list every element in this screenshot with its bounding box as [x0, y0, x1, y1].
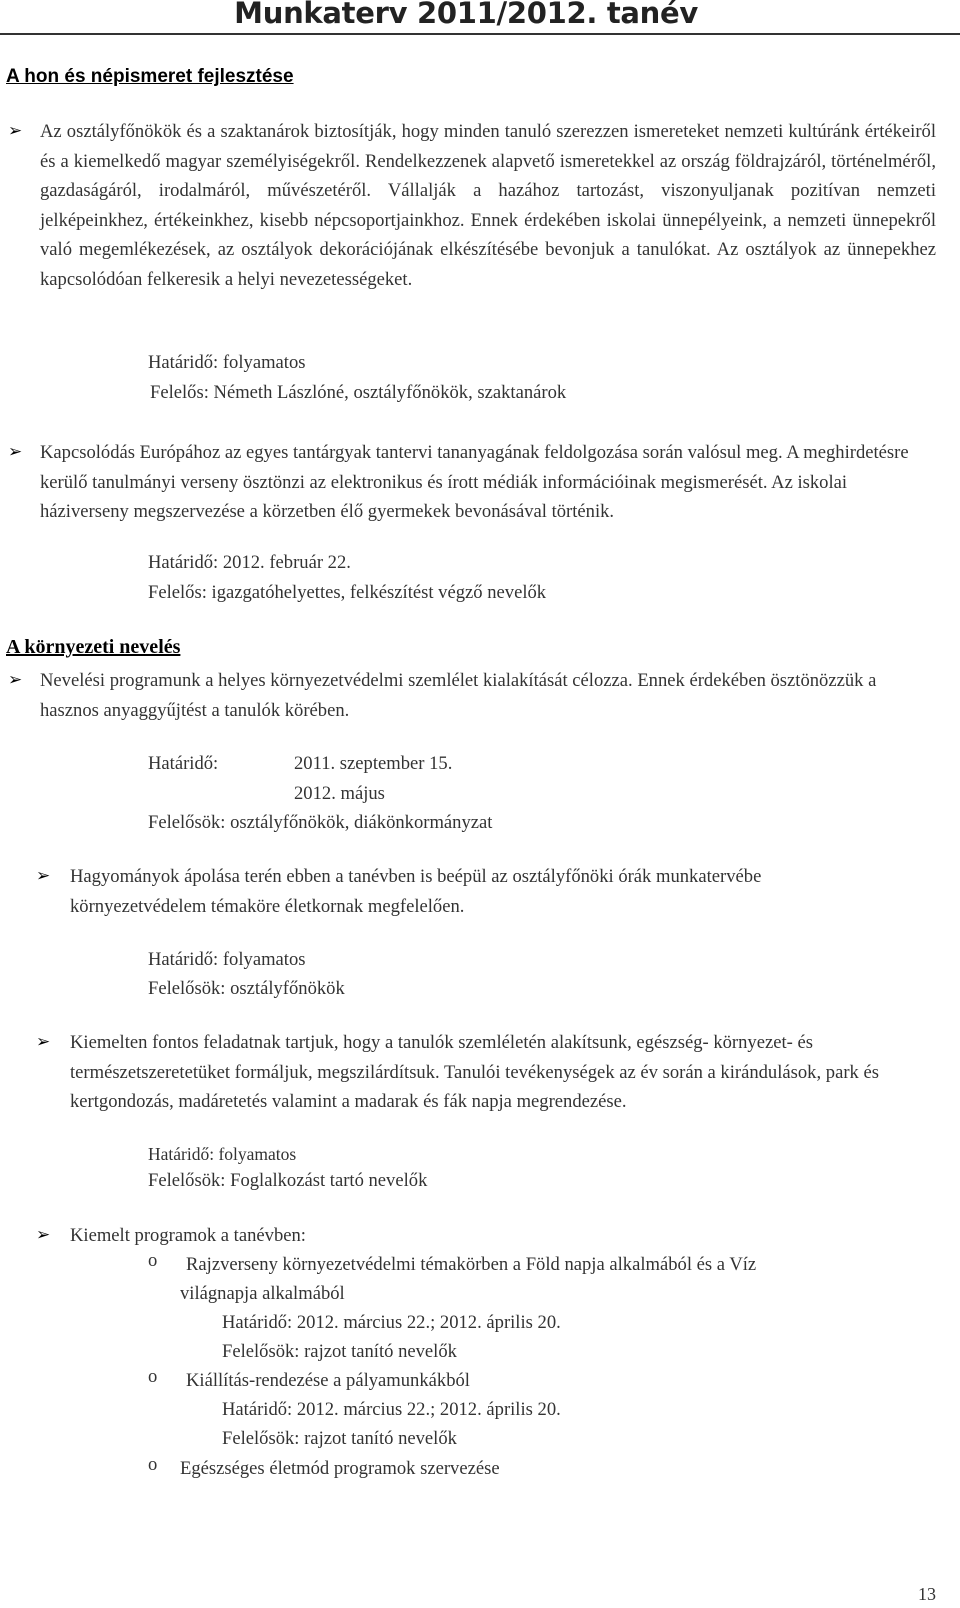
- sub3-line1: Egészséges életmód programok szervezése: [180, 1458, 500, 1479]
- arrow-bullet-icon: ➢: [36, 1225, 51, 1244]
- sub-bullet-icon: o: [148, 1366, 158, 1387]
- arrow-bullet-icon: ➢: [8, 442, 23, 461]
- sub1-responsible: Felelősök: rajzot tanító nevelők: [222, 1341, 457, 1362]
- section1-item2-text: Kapcsolódás Európához az egyes tantárgyak tantervi tananyagának feldolgozása során valósul meg. A meghirdetésre kerülő tanulmányi verseny ösztönzi az elektronikus és írott médiák információinak megismerését. Az iskolai háziverseny megszervezése a körzetben élő gyermekek bevonásával történik.: [40, 442, 909, 522]
- page-header-title: Munkaterv 2011/2012. tanév: [234, 0, 698, 30]
- arrow-bullet-icon: ➢: [36, 1032, 51, 1051]
- sub2-deadline: Határidő: 2012. március 22.; 2012. április 20.: [222, 1399, 561, 1420]
- section2-item2-text: Hagyományok ápolása terén ebben a tanévben is beépül az osztályfőnöki órák munkatervébe környezetvédelem témaköre életkornak megfelelően.: [70, 866, 762, 917]
- sub-bullet-icon: o: [148, 1454, 158, 1475]
- arrow-bullet-icon: ➢: [8, 121, 23, 140]
- section2-item3-text: Kiemelten fontos feladatnak tartjuk, hogy a tanulók szemléletén alakítsunk, egészség- környezet- és természetszeretetüket formáljuk, megszilárdítsuk. Tanulói tevékenységek az év során a kirándulások, park és kertgondozás, madáretetés valamint a madarak és fák napja megrendezése.: [70, 1032, 879, 1112]
- section2-item1-deadline-label: Határidő:: [148, 753, 219, 774]
- section-title-kornyezeti-neveles: A környezeti nevelés: [6, 636, 181, 658]
- section2-item4-text: Kiemelt programok a tanévben:: [70, 1225, 306, 1246]
- section2-item3-deadline: Határidő: folyamatos: [148, 1144, 297, 1164]
- section1-item2-responsible: Felelős: igazgatóhelyettes, felkészítést végző nevelők: [148, 582, 547, 603]
- arrow-bullet-icon: ➢: [36, 866, 51, 885]
- section2-item1-deadline-value1: 2011. szeptember 15.: [294, 753, 453, 774]
- section2-item2-deadline: Határidő: folyamatos: [148, 949, 306, 970]
- header-rule: [0, 33, 960, 35]
- arrow-bullet-icon: ➢: [8, 670, 23, 689]
- section1-item1-text: Az osztályfőnökök és a szaktanárok biztosítják, hogy minden tanuló szerezzen ismereteket nemzeti kultúránk értékeiről és a kiemelkedő magyar személyiségekről. Rendelkezzenek alapvető ismeretekkel az ország földrajzáról, történelméről, gazdaságáról, irodalmáról, művészetéről. Vállalják a hazához tartozást, viszonyuljanak pozitívan nemzeti jelképeinkhez, értékeinkhez, kisebb népcsoportjainkhoz. Ennek érdekében iskolai ünnepélyeink, a nemzeti ünnepekről való megemlékezések, az osztályok dekorációjának elkészítésébe bevonjuk a tanulókat. Az osztályok az ünnepekhez kapcsolódóan felkeresik a helyi nevezetességeket.: [40, 121, 936, 290]
- section2-item2-responsible: Felelősök: osztályfőnökök: [148, 978, 345, 999]
- section2-item3-responsible: Felelősök: Foglalkozást tartó nevelők: [148, 1170, 428, 1191]
- section2-item1-deadline-value2: 2012. május: [294, 783, 385, 804]
- sub1-line2: világnapja alkalmából: [180, 1283, 345, 1304]
- sub2-responsible: Felelősök: rajzot tanító nevelők: [222, 1428, 457, 1449]
- sub1-line1: Rajzverseny környezetvédelmi témakörben a Föld napja alkalmából és a Víz: [186, 1254, 757, 1275]
- section1-item2-deadline: Határidő: 2012. február 22.: [148, 552, 351, 573]
- section2-item1-text: Nevelési programunk a helyes környezetvédelmi szemlélet kialakítását célozza. Ennek érdekében ösztönözzük a hasznos anyaggyűjtést a tanulók körében.: [40, 670, 877, 721]
- sub2-line1: Kiállítás-rendezése a pályamunkákból: [186, 1370, 470, 1391]
- page-number: 13: [918, 1584, 936, 1604]
- section1-item1-responsible: Felelős: Németh Lászlóné, osztályfőnökök, szaktanárok: [150, 382, 567, 403]
- section-title-hon-nepismeret: A hon és népismeret fejlesztése: [6, 66, 294, 87]
- sub1-deadline: Határidő: 2012. március 22.; 2012. április 20.: [222, 1312, 561, 1333]
- section2-item1-responsible: Felelősök: osztályfőnökök, diákönkormányzat: [148, 812, 493, 833]
- sub-bullet-icon: o: [148, 1250, 158, 1271]
- section1-item1-deadline: Határidő: folyamatos: [148, 352, 306, 373]
